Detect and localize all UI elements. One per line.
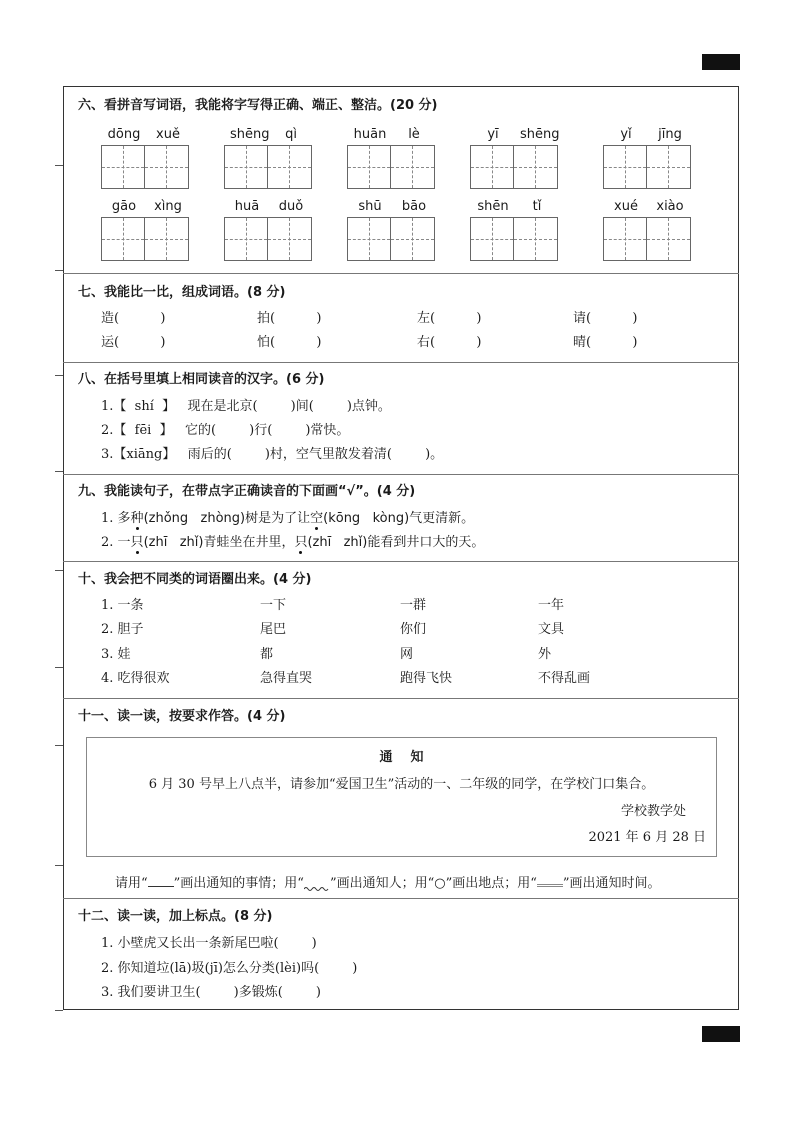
word-blank: 请( ): [573, 311, 638, 326]
divider: [63, 362, 739, 363]
writing-cell[interactable]: [102, 218, 145, 260]
pinyin-label: huā: [234, 199, 260, 214]
pinyin-label: yǐ: [620, 127, 632, 142]
margin-tick: [55, 667, 63, 668]
writing-grid[interactable]: [347, 145, 435, 189]
question-item: [101, 511, 474, 527]
pinyin-label: qì: [285, 127, 297, 142]
writing-cell[interactable]: [647, 146, 690, 188]
dotted-char: 空: [310, 511, 324, 526]
word-blank: 怕( ): [257, 335, 322, 350]
word-option: 3. 娃: [101, 647, 131, 662]
pinyin-label: xué: [614, 199, 638, 214]
word-option: 2. 胆子: [101, 622, 144, 637]
text: (zhǒng zhòng)树是为了让: [143, 511, 311, 526]
section-12-title: 十二、读一读，加上标点。(8 分): [78, 909, 273, 924]
divider: [63, 698, 739, 699]
writing-cell[interactable]: [225, 218, 268, 260]
question-item: 1.【 shí 】 现在是北京( )间( )点钟。: [101, 399, 391, 414]
text: (zhī zhǐ)青蛙坐在井里，: [143, 535, 295, 550]
writing-grid[interactable]: [603, 145, 691, 189]
dotted-char: 只: [294, 535, 308, 550]
word-option: 急得直哭: [260, 671, 313, 686]
word-blank: 晴( ): [573, 335, 638, 350]
wavy-line-sample: [304, 875, 330, 887]
text: ”画出通知时间。: [562, 876, 661, 891]
pinyin-label: duǒ: [278, 199, 304, 214]
section-6-title: 六、看拼音写词语，我能将字写得正确、端正、整洁。(20 分): [78, 98, 438, 113]
word-option: 网: [400, 647, 414, 662]
writing-cell[interactable]: [268, 146, 311, 188]
question-item: [101, 535, 484, 551]
text: 请用“: [115, 876, 148, 891]
pinyin-label: xuě: [156, 127, 180, 142]
instruction: [115, 872, 661, 892]
dotted-char: 种: [130, 511, 144, 526]
writing-cell[interactable]: [102, 146, 145, 188]
word-option: 一下: [260, 598, 287, 613]
pinyin-label: tǐ: [532, 199, 542, 214]
notice-box: [86, 737, 717, 857]
writing-grid[interactable]: [224, 145, 312, 189]
question-item: 2.【 fēi 】 它的( )行( )常快。: [101, 423, 350, 438]
section-9-title: 九、我能读句子，在带点字正确读音的下面画“√”。(4 分): [78, 484, 416, 499]
question-item: 2. 你知道垃(lā)圾(jī)怎么分类(lèi)吗( ): [101, 961, 358, 976]
pinyin-label: shū: [358, 199, 382, 214]
notice-sender: 学校教学处: [620, 804, 686, 819]
margin-tick: [55, 745, 63, 746]
writing-grid[interactable]: [603, 217, 691, 261]
question-item: 3.【xiāng】 雨后的( )村，空气里散发着清( )。: [101, 447, 444, 462]
writing-grid[interactable]: [470, 217, 558, 261]
question-item: 1. 小壁虎又长出一条新尾巴啦( ): [101, 936, 317, 951]
word-blank: 左( ): [417, 311, 482, 326]
pinyin-label: dōng: [107, 127, 141, 142]
pinyin-label: shēn: [477, 199, 509, 214]
word-option: 1. 一条: [101, 598, 144, 613]
pinyin-label: jīng: [658, 127, 682, 142]
notice-body: 6 月 30 号早上八点半，请参加“爱国卫生”活动的一、二年级的同学，在学校门口集合。: [148, 777, 655, 792]
margin-tick: [55, 570, 63, 571]
section-10-title: 十、我会把不同类的词语圈出来。(4 分): [78, 572, 312, 587]
word-option: 你们: [400, 622, 427, 637]
question-item: 3. 我们要讲卫生( )多锻炼( ): [101, 985, 321, 1000]
pinyin-label: yī: [487, 127, 499, 142]
writing-cell[interactable]: [145, 218, 188, 260]
word-option: 不得乱画: [538, 671, 591, 686]
divider: [63, 898, 739, 899]
word-option: 都: [260, 647, 274, 662]
text: 2. 一: [101, 535, 131, 550]
writing-cell[interactable]: [604, 218, 647, 260]
writing-cell[interactable]: [145, 146, 188, 188]
pinyin-label: lè: [408, 127, 420, 142]
writing-cell[interactable]: [471, 218, 514, 260]
word-option: 4. 吃得很欢: [101, 671, 170, 686]
margin-tick: [55, 270, 63, 271]
straight-line-sample: [148, 874, 174, 887]
word-option: 跑得飞快: [400, 671, 453, 686]
pinyin-label: huān: [353, 127, 387, 142]
writing-cell[interactable]: [391, 146, 434, 188]
word-option: 一群: [400, 598, 427, 613]
margin-tick: [55, 865, 63, 866]
text: (kōng kòng)气更清新。: [323, 511, 475, 526]
writing-cell[interactable]: [514, 146, 557, 188]
writing-cell[interactable]: [647, 218, 690, 260]
divider: [63, 273, 739, 274]
writing-cell[interactable]: [225, 146, 268, 188]
pinyin-label: shēng: [230, 127, 270, 142]
section-11-title: 十一、读一读，按要求作答。(4 分): [78, 709, 286, 724]
word-blank: 造( ): [101, 311, 166, 326]
writing-grid[interactable]: [470, 145, 558, 189]
pinyin-label: shēng: [520, 127, 560, 142]
margin-tick: [55, 165, 63, 166]
text: ”画出通知人；用“○”画出地点；用“: [329, 876, 537, 891]
writing-grid[interactable]: [101, 217, 189, 261]
text: (zhī zhǐ)能看到井口大的天。: [307, 535, 485, 550]
section-7-title: 七、我能比一比，组成词语。(8 分): [78, 285, 286, 300]
writing-cell[interactable]: [604, 146, 647, 188]
writing-cell[interactable]: [268, 218, 311, 260]
word-option: 外: [538, 647, 552, 662]
writing-cell[interactable]: [471, 146, 514, 188]
word-option: 一年: [538, 598, 565, 613]
section-8-title: 八、在括号里填上相同读音的汉字。(6 分): [78, 372, 325, 387]
writing-grid[interactable]: [224, 217, 312, 261]
margin-tick: [55, 375, 63, 376]
word-blank: 右( ): [417, 335, 482, 350]
double-line-sample: [537, 872, 563, 887]
text: 1. 多: [101, 511, 131, 526]
text: ”画出通知的事情；用“: [173, 876, 304, 891]
word-blank: 运( ): [101, 335, 166, 350]
pinyin-label: bāo: [401, 199, 427, 214]
pinyin-label: xiào: [656, 199, 684, 214]
pinyin-label: xìng: [154, 199, 182, 214]
divider: [63, 474, 739, 475]
writing-grid[interactable]: [347, 217, 435, 261]
writing-cell[interactable]: [348, 218, 391, 260]
word-option: 文具: [538, 622, 565, 637]
word-option: 尾巴: [260, 622, 287, 637]
writing-cell[interactable]: [348, 146, 391, 188]
pinyin-label: gāo: [111, 199, 137, 214]
page-marker-top: [702, 54, 740, 70]
margin-tick: [55, 471, 63, 472]
writing-grid[interactable]: [101, 145, 189, 189]
margin-tick: [55, 1010, 63, 1011]
writing-cell[interactable]: [391, 218, 434, 260]
word-blank: 拍( ): [257, 311, 322, 326]
writing-cell[interactable]: [514, 218, 557, 260]
notice-date: 2021 年 6 月 28 日: [588, 830, 706, 845]
divider: [63, 561, 739, 562]
notice-title: 通 知: [379, 750, 424, 765]
page-marker-bottom: [702, 1026, 740, 1042]
dotted-char: 只: [130, 535, 144, 550]
